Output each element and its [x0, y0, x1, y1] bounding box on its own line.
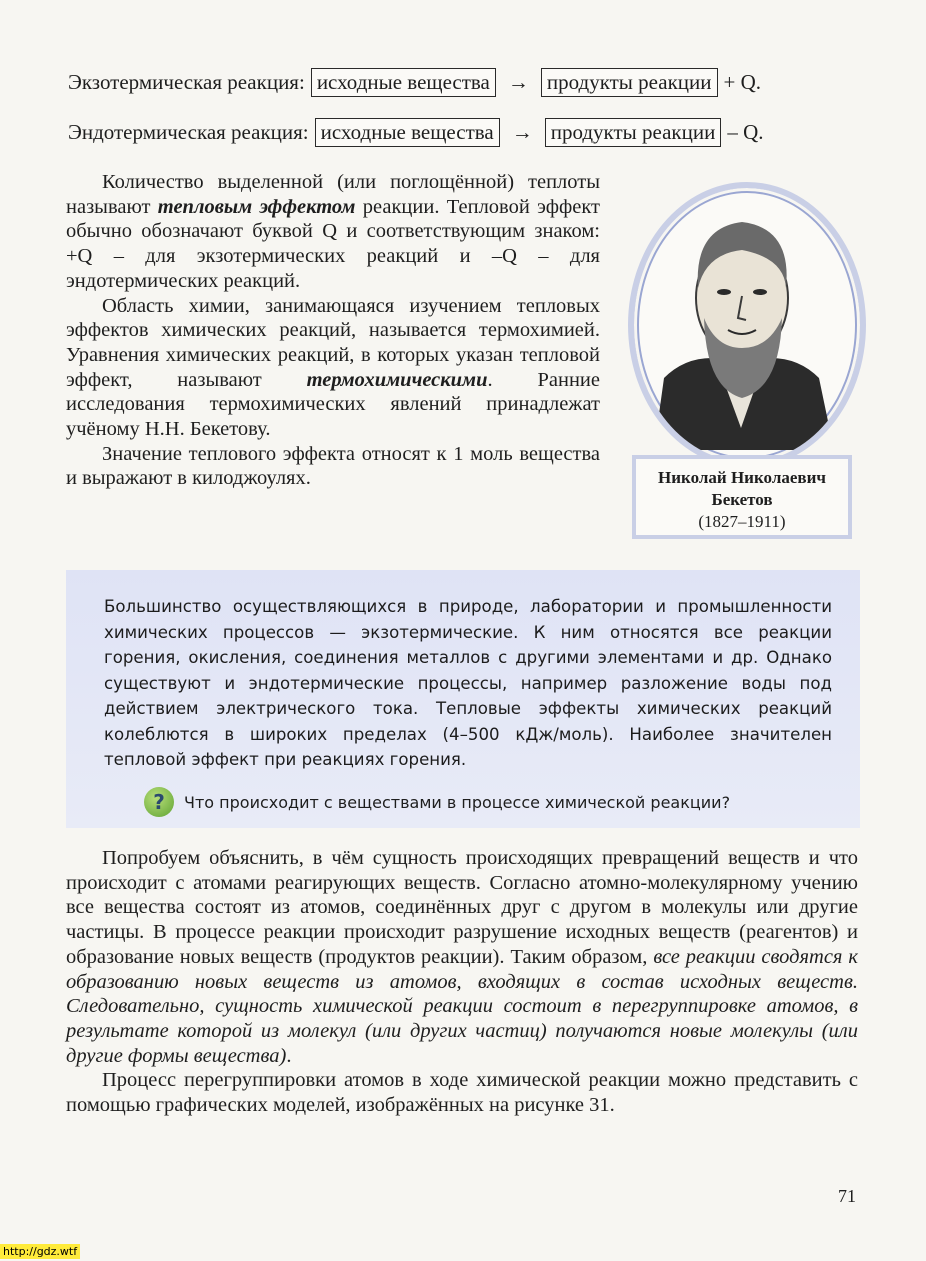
exo-products-box: продукты реакции — [541, 68, 718, 97]
paragraph-essence — [66, 846, 858, 1068]
endo-equation — [68, 118, 764, 147]
text: . — [286, 1044, 292, 1067]
term-thermal-effect: тепловым эффектом — [157, 195, 356, 218]
question-icon: ? — [144, 787, 174, 817]
text: реакции. Тепловой эффект обычно обозначают буквой Q и соответствующим знаком: +Q – для экзотермических реакций и –Q – для эндотермических реакций. — [66, 195, 600, 292]
text: Область химии, занимающаяся изучением тепловых эффектов химических реакций, называется термохимией. Уравнения химических реакций, в которых указан тепловой эффект, называют — [66, 294, 600, 391]
arrow-icon: → — [511, 120, 533, 144]
watermark: http://gdz.wtf — [0, 1244, 80, 1259]
portrait-name: Николай Николаевич — [658, 468, 826, 487]
text: Количество выделенной (или поглощённой) теплоты называют — [66, 171, 600, 218]
portrait-years: (1827–1911) — [698, 512, 786, 531]
left-column-text — [66, 170, 600, 491]
paragraph-units: Значение теплового эффекта относят к 1 моль вещества и выражают в килоджоулях. — [66, 442, 600, 490]
text: Попробуем объяснить, в чём сущность происходящих превращений веществ и что происходит с атомами реагирующих веществ. Согласно атомно-молекулярному учению все вещества состоят из атомов, соединённых друг с другом в молекулы или другие частицы. В процессе реакции происходит разрушение исходных веществ (реагентов) и образование новых веществ (продуктов реакции). Таким образом, — [66, 847, 858, 968]
paragraph-thermal-effect — [66, 170, 600, 294]
page-number: 71 — [838, 1186, 856, 1206]
endo-label: Эндотермическая реакция: — [68, 120, 309, 144]
bottom-text — [66, 846, 858, 1118]
endo-reactants-box: исходные вещества — [315, 118, 500, 147]
paragraph-models: Процесс перегруппировки атомов в ходе химической реакции можно представить с помощью графических моделей, изображённых на рисунке 31. — [66, 1069, 858, 1117]
italic-text: все реакции сводятся к образованию новых веществ из атомов, входящих в состав исходных веществ. Следовательно, сущность химической реакции состоит в перегруппировке атомов, в результате которой из молекул (или других частиц) получаются новые молекулы (или другие формы вещества) — [66, 945, 858, 1067]
exo-heat: + Q. — [723, 70, 762, 94]
portrait-surname: Бекетов — [711, 490, 773, 509]
portrait-image — [634, 188, 848, 450]
info-box-text: Большинство осуществляющихся в природе, лаборатории и промышленности химических процессов — экзотермические. К ним относятся все реакции горения, окисления, соединения металлов с другими элементами и др. Однако существуют и эндотермические процессы, например разложение воды под действием электрического тока. Тепловые эффекты химических реакций колеблются в широких пределах (4–500 кДж/моль). Наиболее значителен тепловой эффект при реакциях горения. — [104, 597, 832, 769]
exo-equation — [68, 68, 761, 97]
portrait-frame — [628, 182, 866, 468]
paragraph-thermochemistry — [66, 294, 600, 442]
exo-reactants-box: исходные вещества — [311, 68, 496, 97]
term-thermochemical: термохимическими — [306, 368, 488, 391]
endo-products-box: продукты реакции — [545, 118, 722, 147]
endo-heat: – Q. — [727, 120, 764, 144]
question — [144, 787, 730, 817]
arrow-icon: → — [507, 70, 529, 94]
portrait-caption — [632, 455, 852, 539]
text: . Ранние исследования термохимических явлений принадлежат учёному Н.Н. Бекетову. — [66, 368, 600, 441]
question-text: Что происходит с веществами в процессе химической реакции? — [184, 792, 731, 812]
exo-label: Экзотермическая реакция: — [68, 70, 305, 94]
